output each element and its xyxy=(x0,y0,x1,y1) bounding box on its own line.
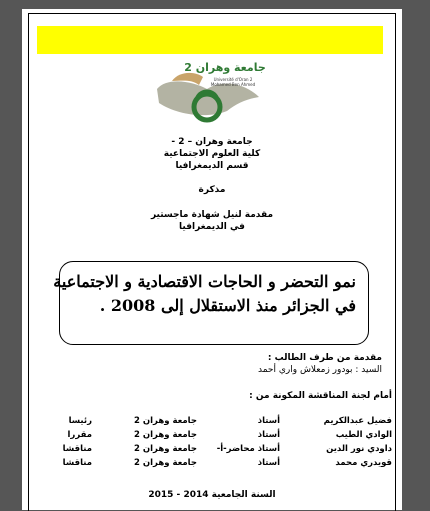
university-logo xyxy=(147,59,272,129)
member-name: داودي نور الدين xyxy=(326,444,392,454)
member-role: مناقشا xyxy=(62,444,92,454)
member-rank: أستاذ xyxy=(257,416,280,426)
degree-line-2: في الديمغرافيا xyxy=(179,222,245,232)
university-name: جامعة وهران – 2 - xyxy=(171,137,253,147)
highlight-bar xyxy=(37,26,383,54)
student-name: السيد : بودور زمعلاش واري أحمد xyxy=(258,365,382,375)
member-institution: جامعة وهران 2 xyxy=(133,416,197,426)
faculty-name: كلية العلوم الاجتماعية xyxy=(163,149,261,159)
member-role: مناقشا xyxy=(62,458,92,468)
member-rank: أستاذ xyxy=(257,458,280,468)
member-name: قويدري محمد xyxy=(335,458,392,468)
student-label: مقدمة من طرف الطالب : xyxy=(267,353,382,363)
committee-label: أمام لجنة المناقشة المكونة من : xyxy=(249,391,392,401)
logo-french-text: Université d'Oran 2 xyxy=(213,77,253,82)
document-page xyxy=(22,9,402,510)
degree-line-1: مقدمة لنيل شهادة ماجستير xyxy=(150,210,274,220)
member-role: رئيسا xyxy=(68,416,92,426)
document-type: مذكرة xyxy=(198,185,226,195)
logo-arabic-text: جامعة وهران 2 xyxy=(184,61,266,74)
academic-year: السنة الجامعية 2014 - 2015 xyxy=(148,490,276,500)
department-name: قسم الديمغرافيا xyxy=(175,161,249,171)
logo-english-text: Mohamed Ben Ahmed xyxy=(210,82,256,87)
thesis-title-line-2: في الجزائر منذ الاستقلال إلى 2008 . xyxy=(99,296,356,315)
thesis-title-line-1: نمو التحضر و الحاجات الاقتصادية و الاجتماعية xyxy=(53,272,356,291)
member-institution: جامعة وهران 2 xyxy=(133,444,197,454)
member-name: الوادي الطيب xyxy=(335,430,392,440)
member-role: مقررا xyxy=(67,430,92,440)
member-name: فضيل عبدالكريم xyxy=(323,416,392,426)
member-rank: أستاذ محاضر-أ- xyxy=(216,444,280,454)
member-institution: جامعة وهران 2 xyxy=(133,430,197,440)
member-rank: أستاذ xyxy=(257,430,280,440)
thesis-title-box xyxy=(53,261,369,345)
member-institution: جامعة وهران 2 xyxy=(133,458,197,468)
